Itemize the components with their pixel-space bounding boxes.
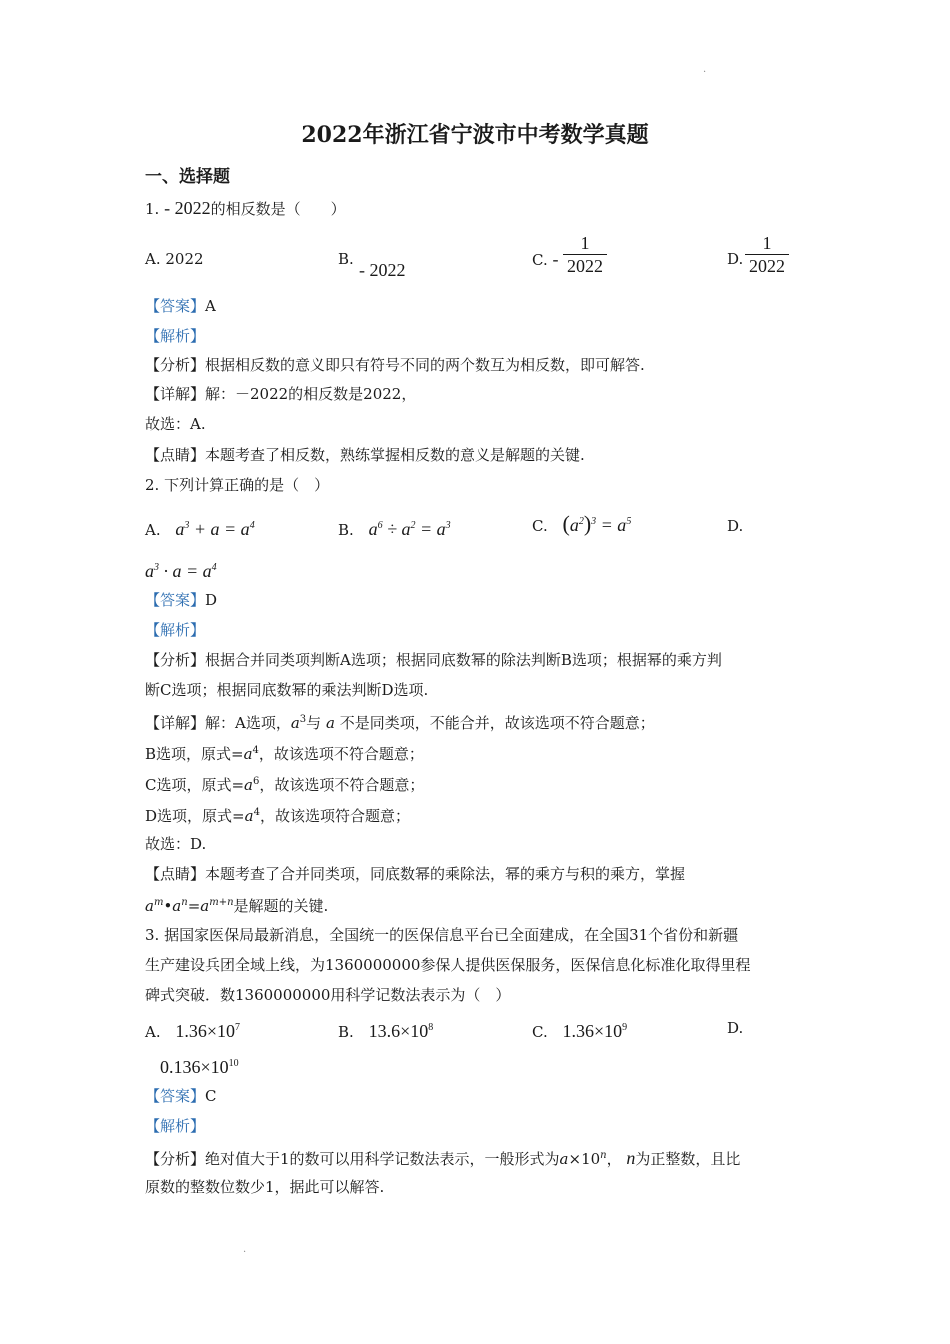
q3-answer: 【答案】C (145, 1087, 217, 1105)
q2-line-c: C选项，原式$=a^6$，故该选项不符合题意； (145, 776, 425, 794)
q2-line-b: B选项，原式$=a^4$，故该选项不符合题意； (145, 745, 424, 763)
q1-analysis-tag: 【解析】 (145, 327, 206, 345)
q1-guxuan: 故选：A. (145, 415, 206, 433)
q1-option-c-fraction: $\frac{1}{2022}$ (563, 232, 607, 277)
q3-option-b: B. $13.6\times 10^8$ (338, 1021, 434, 1041)
q2-guxuan: 故选：D. (145, 835, 207, 853)
q2-option-c: C. $(a^2)^3 = a^5$ (532, 511, 632, 536)
q2-option-d-expr: $a^3 \cdot a = a^4$ (145, 561, 217, 581)
q3-stem-1: 3. 据国家医保局最新消息，全国统一的医保信息平台已全面建成，在全国31个省份和新疆 (145, 926, 739, 944)
q2-option-a: A. $a^3 + a = a^4$ (145, 519, 255, 539)
q3-analysis-tag: 【解析】 (145, 1117, 206, 1135)
q1-stem: 1. - 2022的相反数是（ ） (145, 198, 346, 218)
q1-xiangjie: 【详解】解：－2022的相反数是2022， (145, 385, 417, 403)
q3-fenxi-2: 原数的整数位数少1，据此可以解答. (145, 1178, 385, 1196)
q2-fenxi-2: 断C选项；根据同底数幂的乘法判断D选项. (145, 681, 429, 699)
q3-option-a: A. $1.36\times 10^7$ (145, 1021, 241, 1041)
q1-answer: 【答案】A (145, 297, 216, 315)
q2-xiangjie: 【详解】解：A选项，$a^3$与 a 不是同类项，不能合并，故该选项不符合题意； (145, 714, 655, 732)
q2-option-d: D. (727, 517, 744, 535)
q1-option-c: C. - (532, 249, 559, 269)
q2-option-b: B. $a^6 \div a^2 = a^3$ (338, 519, 451, 539)
q2-line-d: D选项，原式$=a^4$，故该选项符合题意； (145, 807, 410, 825)
q1-option-d: D. (727, 250, 744, 268)
q1-option-a: A. 2022 (145, 250, 204, 268)
q3-option-c: C. $1.36\times 10^9$ (532, 1021, 628, 1041)
q1-option-b-value: - 2022 (359, 260, 406, 280)
section-heading: 一、选择题 (145, 167, 230, 187)
page-title: 2022年浙江省宁波市中考数学真题 (301, 122, 649, 148)
q1-option-b: B. (338, 250, 354, 268)
q3-option-d: D. (727, 1019, 744, 1037)
q2-answer: 【答案】D (145, 591, 218, 609)
q1-dianjing: 【点睛】本题考查了相反数，熟练掌握相反数的意义是解题的关键. (145, 446, 585, 464)
q2-dianjing-2: $a^m•a^n=a^{m+n}$是解题的关键. (145, 897, 329, 915)
q1-option-d-fraction: $\frac{1}{2022}$ (745, 232, 789, 277)
q2-analysis-tag: 【解析】 (145, 621, 206, 639)
q2-fenxi-1: 【分析】根据合并同类项判断A选项；根据同底数幂的除法判断B选项；根据幂的乘方判 (145, 651, 722, 669)
scan-dot: . (243, 1244, 247, 1255)
q3-fenxi-1: 【分析】绝对值大于1的数可以用科学记数法表示，一般形式为$a\times 10^n$， n为正整数，且比 (145, 1148, 741, 1168)
q1-stem-expr: - 2022 (164, 198, 211, 218)
q2-dianjing-1: 【点睛】本题考查了合并同类项，同底数幂的乘除法，幂的乘方与积的乘方，掌握 (145, 865, 686, 883)
q1-fenxi: 【分析】根据相反数的意义即只有符号不同的两个数互为相反数，即可解答. (145, 356, 645, 374)
q3-option-d-value: $0.136\times 10^{10}$ (160, 1057, 239, 1077)
q3-stem-3: 碑式突破．数1360000000用科学记数法表示为（ ） (145, 986, 511, 1004)
q3-stem-2: 生产建设兵团全域上线，为1360000000参保人提供医保服务，医保信息化标准化取得里程 (145, 956, 751, 974)
q2-stem: 2. 下列计算正确的是（ ） (145, 476, 330, 494)
scan-dot: . (703, 64, 707, 75)
